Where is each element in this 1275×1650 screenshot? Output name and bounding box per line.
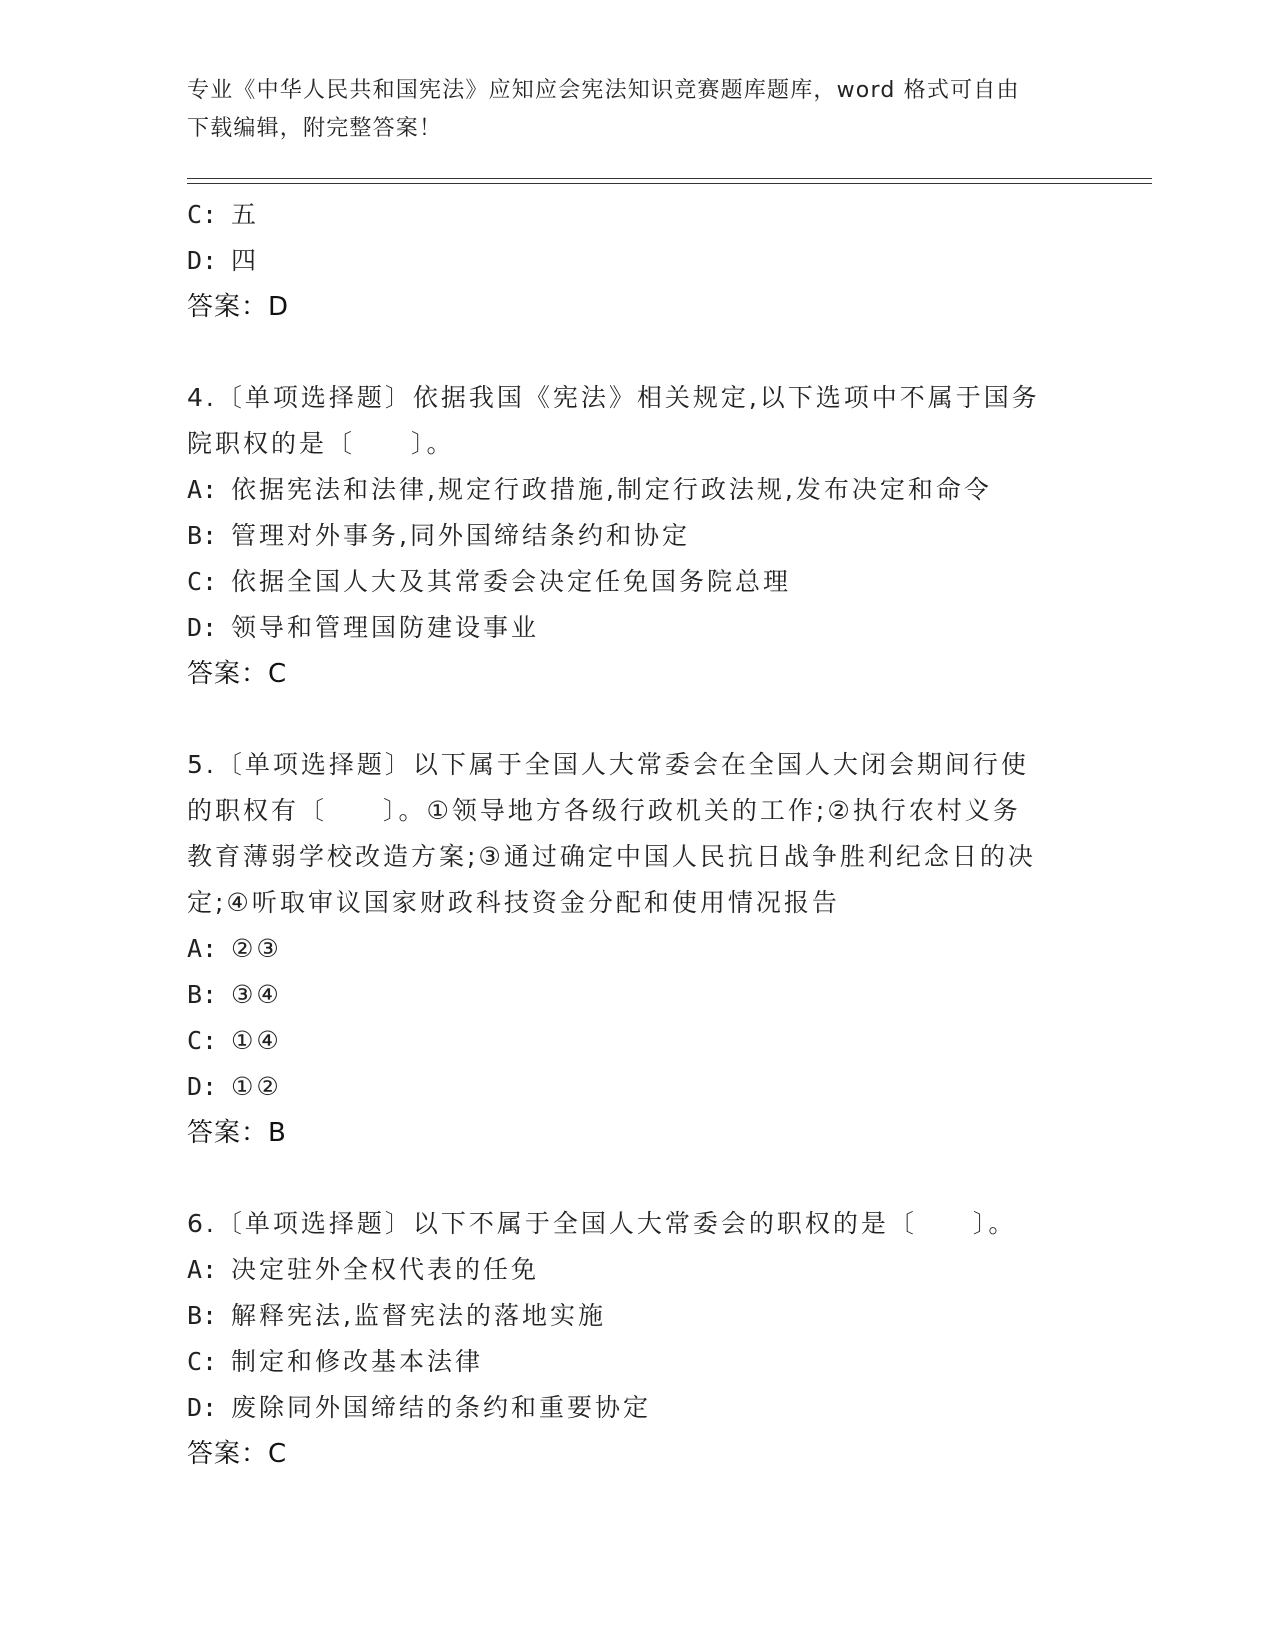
answer-line: 答案：C: [187, 1439, 288, 1469]
question-5: [187, 742, 1087, 1156]
option-text: ③④: [231, 980, 282, 1009]
option-text: 五: [231, 200, 260, 229]
option-b: [187, 972, 1087, 1018]
option-key: A:: [187, 475, 218, 504]
header-rule-bottom: [187, 183, 1152, 184]
option-key: C:: [187, 567, 218, 596]
option-key: C:: [187, 200, 218, 229]
option-b: [187, 1293, 1087, 1339]
option-key: D:: [187, 246, 218, 275]
option-c: [187, 192, 1087, 238]
option-key: A:: [187, 934, 218, 963]
option-d: [187, 1064, 1087, 1110]
question-stem-line: 4.〔单项选择题〕依据我国《宪法》相关规定,以下选项中不属于国务: [187, 383, 1040, 412]
answer-line: 答案：B: [187, 1118, 287, 1148]
option-key: C:: [187, 1347, 218, 1376]
option-d: [187, 238, 1087, 284]
option-c: [187, 1339, 1087, 1385]
header-line-2: 下载编辑，附完整答案！: [187, 116, 443, 141]
document-header: [187, 72, 1067, 148]
option-key: B:: [187, 521, 218, 550]
question-stem-line: 定;④听取审议国家财政科技资金分配和使用情况报告: [187, 888, 840, 917]
option-key: C:: [187, 1026, 218, 1055]
option-text: ①②: [231, 1072, 282, 1101]
question-6: [187, 1201, 1087, 1477]
question-stem-line: 的职权有〔 〕。①领导地方各级行政机关的工作;②执行农村义务: [187, 796, 1021, 825]
option-text: 管理对外事务,同外国缔结条约和协定: [231, 521, 690, 550]
option-text: 解释宪法,监督宪法的落地实施: [231, 1301, 606, 1330]
option-c: [187, 1018, 1087, 1064]
option-text: 决定驻外全权代表的任免: [231, 1255, 540, 1284]
option-text: 制定和修改基本法律: [231, 1347, 484, 1376]
option-key: D:: [187, 613, 218, 642]
option-key: B:: [187, 1301, 218, 1330]
option-key: D:: [187, 1393, 218, 1422]
option-c: [187, 559, 1087, 605]
option-text: 依据宪法和法律,规定行政措施,制定行政法规,发布决定和命令: [231, 475, 992, 504]
answer-line: 答案：C: [187, 659, 288, 689]
option-text: ①④: [231, 1026, 282, 1055]
option-d: [187, 605, 1087, 651]
header-rule-top: [187, 178, 1152, 179]
option-key: B:: [187, 980, 218, 1009]
option-a: [187, 467, 1087, 513]
option-text: 废除同外国缔结的条约和重要协定: [231, 1393, 652, 1422]
answer-line: 答案：D: [187, 292, 290, 322]
question-4: [187, 375, 1087, 697]
question-stem-line: 教育薄弱学校改造方案;③通过确定中国人民抗日战争胜利纪念日的决: [187, 842, 1036, 871]
option-a: [187, 926, 1087, 972]
option-text: ②③: [231, 934, 282, 963]
question-stem-line: 院职权的是〔 〕。: [187, 429, 455, 458]
question-stem-line: 6.〔单项选择题〕以下不属于全国人大常委会的职权的是〔 〕。: [187, 1209, 1017, 1238]
header-line-1: 专业《中华人民共和国宪法》应知应会宪法知识竞赛题库题库，word 格式可自由: [187, 78, 1020, 103]
option-text: 四: [231, 246, 260, 275]
option-key: D:: [187, 1072, 218, 1101]
question-stem-line: 5.〔单项选择题〕以下属于全国人大常委会在全国人大闭会期间行使: [187, 750, 1029, 779]
option-a: [187, 1247, 1087, 1293]
question-3-tail: [187, 192, 1087, 330]
option-text: 依据全国人大及其常委会决定任免国务院总理: [231, 567, 792, 596]
option-key: A:: [187, 1255, 218, 1284]
option-text: 领导和管理国防建设事业: [231, 613, 540, 642]
option-b: [187, 513, 1087, 559]
question-list: [187, 192, 1087, 1477]
option-d: [187, 1385, 1087, 1431]
